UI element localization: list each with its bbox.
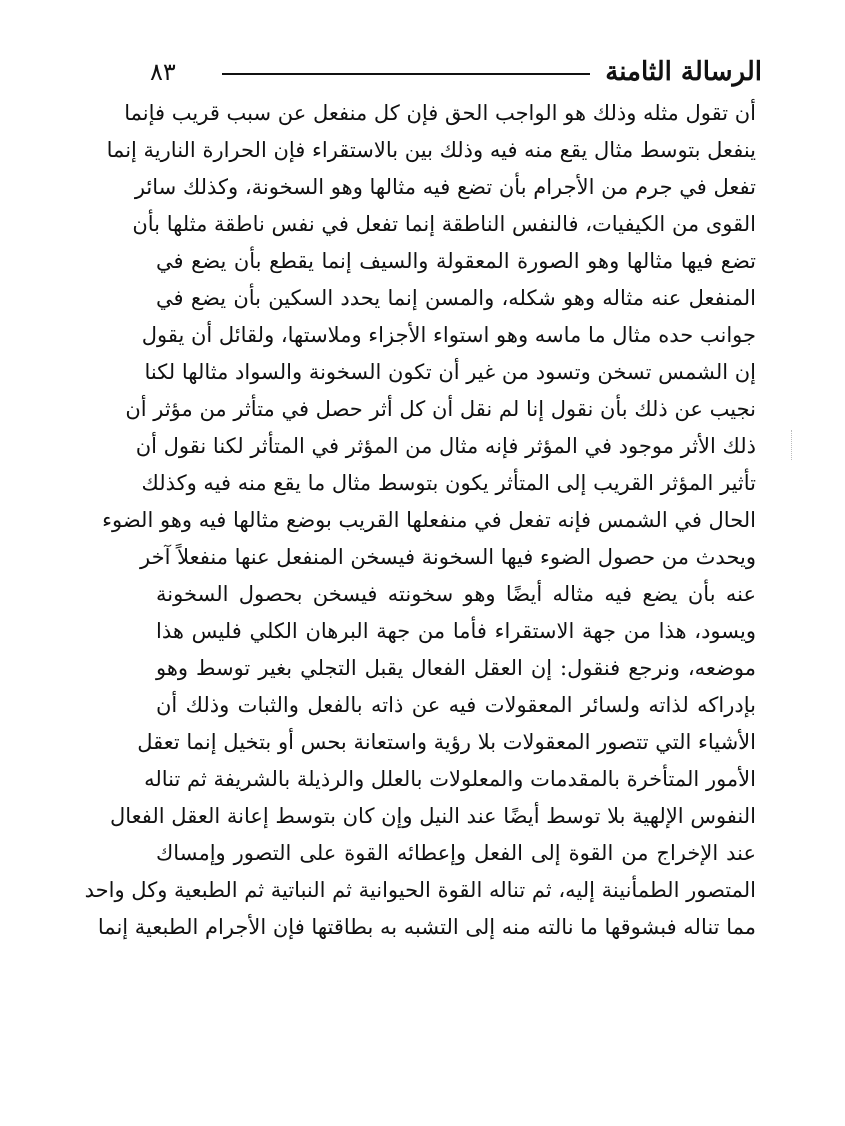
body-text — [84, 95, 756, 946]
page-number: ٨٣ — [150, 58, 176, 86]
text-line: ويحدث من حصول الضوء فيها السخونة فيسخن المنفعل عنها منفعلاً آخر — [140, 545, 756, 569]
page-header — [150, 52, 762, 92]
text-line: جوانب حده مثال ما ماسه وهو استواء الأجزاء وملاستها، ولقائل أن يقول — [141, 323, 756, 347]
text-line: الحال في الشمس فإنه تفعل في منفعلها القريب بوضع مثالها فيه وهو الضوء — [102, 508, 756, 532]
text-line: ذلك الأثر موجود في المؤثر فإنه مثال من المؤثر في المتأثر لكنا نقول أن — [135, 434, 756, 458]
text-line: أن تقول مثله وذلك هو الواجب الحق فإن كل منفعل عن سبب قريب فإنما — [124, 101, 756, 125]
text-line: القوى من الكيفيات، فالنفس الناطقة إنما تفعل في نفس ناطقة مثلها بأن — [132, 212, 756, 236]
running-title: الرسالة الثامنة — [605, 57, 762, 87]
text-line: بإدراكه لذاته ولسائر المعقولات فيه عن ذاته بالفعل والثبات وذلك أن — [156, 693, 756, 717]
margin-mark — [791, 430, 794, 460]
text-line: مما تناله فبشوقها ما نالته منه إلى التشبه به بطاقتها فإن الأجرام الطبعية إنما — [97, 915, 756, 939]
text-line: نجيب عن ذلك بأن نقول إنا لم نقل أن كل أثر حصل في متأثر من مؤثر أن — [125, 397, 756, 421]
text-line: إن الشمس تسخن وتسود من غير أن تكون السخونة والسواد مثالها لكنا — [144, 360, 756, 384]
header-rule — [222, 73, 590, 75]
text-line: ويسود، هذا من جهة الاستقراء فأما من جهة البرهان الكلي فليس هذا — [156, 619, 756, 643]
text-line: تفعل في جرم من الأجرام بأن تضع فيه مثالها وهو السخونة، وكذلك سائر — [134, 175, 756, 199]
text-line: ينفعل بتوسط مثال يقع منه فيه وذلك بين بالاستقراء فإن الحرارة النارية إنما — [106, 138, 756, 162]
text-line: الأمور المتأخرة بالمقدمات والمعلولات بالعلل والرذيلة بالشريفة ثم تناله — [144, 767, 756, 791]
text-line: تضع فيها مثالها وهو الصورة المعقولة والسيف إنما يقطع بأن يضع في — [156, 249, 756, 273]
text-line: تأثير المؤثر القريب إلى المتأثر يكون بتوسط مثال ما يقع منه فيه وكذلك — [141, 471, 756, 495]
text-line: الأشياء التي تتصور المعقولات بلا رؤية واستعانة بحس أو بتخيل إنما تعقل — [137, 730, 756, 754]
text-line: عند الإخراج من القوة إلى الفعل وإعطائه القوة على التصور وإمساك — [156, 841, 756, 865]
text-line: النفوس الإلهية بلا توسط أيضًا عند النيل وإن كان بتوسط إعانة العقل الفعال — [109, 804, 756, 828]
text-line: المتصور الطمأنينة إليه، ثم تناله القوة الحيوانية ثم النباتية ثم الطبعية وكل واحد — [84, 878, 756, 902]
text-line: موضعه، ونرجع فنقول: إن العقل الفعال يقبل التجلي بغير توسط وهو — [156, 656, 756, 680]
text-line: عنه بأن يضع فيه مثاله أيضًا وهو سخونته فيسخن بحصول السخونة — [156, 582, 756, 606]
text-line: المنفعل عنه مثاله وهو شكله، والمسن إنما يحدد السكين بأن يضع في — [156, 286, 756, 310]
